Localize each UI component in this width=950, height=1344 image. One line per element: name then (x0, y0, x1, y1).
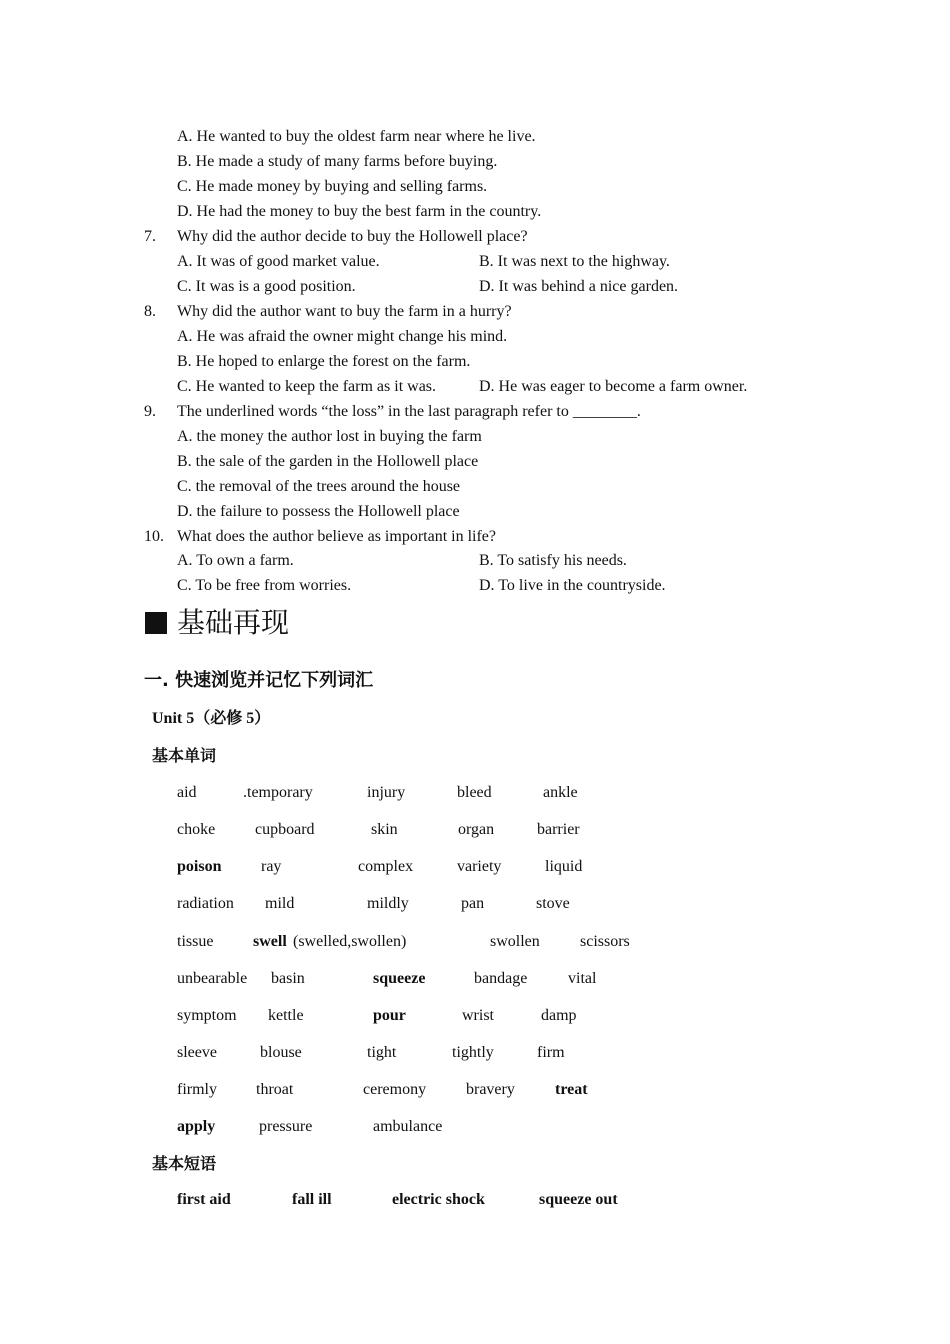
word: sleeve (177, 1044, 217, 1061)
word: throat (256, 1081, 294, 1098)
word: kettle (268, 1007, 304, 1024)
q10-number: 10. (144, 528, 164, 545)
word: aid (177, 784, 197, 801)
q6-option-a: A. He wanted to buy the oldest farm near where he live. (177, 128, 536, 145)
word: barrier (537, 821, 580, 838)
word: ceremony (363, 1081, 427, 1098)
word: mild (265, 895, 295, 912)
word: radiation (177, 895, 234, 912)
word: variety (457, 858, 502, 875)
phrase: first aid (177, 1191, 231, 1208)
word: scissors (580, 933, 630, 950)
word: firmly (177, 1081, 217, 1098)
black-square-icon (145, 612, 167, 634)
word: wrist (462, 1007, 494, 1024)
section-title-text: 基础再现 (177, 606, 290, 639)
q8-option-b: B. He hoped to enlarge the forest on the farm. (177, 353, 471, 370)
word: tissue (177, 933, 214, 950)
word: stove (536, 895, 570, 912)
word: skin (371, 821, 398, 838)
q8-option-d: D. He was eager to become a farm owner. (479, 378, 748, 395)
word: (swelled,swollen) (293, 933, 407, 950)
word: injury (367, 784, 406, 801)
word: damp (541, 1007, 577, 1024)
word: poison (177, 858, 222, 875)
q8-option-a: A. He was afraid the owner might change his mind. (177, 328, 508, 345)
q9-option-d: D. the failure to possess the Hollowell place (177, 503, 460, 520)
word: complex (358, 858, 414, 875)
word: pour (373, 1007, 406, 1024)
q7-option-d: D. It was behind a nice garden. (479, 278, 679, 295)
word: swell (253, 933, 287, 950)
q7-option-b: B. It was next to the highway. (479, 253, 670, 270)
unit-label: Unit 5（必修 5） (152, 710, 271, 727)
word: ray (261, 858, 282, 875)
q10-option-c: C. To be free from worries. (177, 577, 352, 594)
section-subtitle: 一. 快速浏览并记忆下列词汇 (144, 670, 374, 691)
section-title (145, 604, 289, 642)
word: pan (461, 895, 485, 912)
q10-option-a: A. To own a farm. (177, 552, 294, 569)
word: organ (458, 821, 495, 838)
q9-option-c: C. the removal of the trees around the house (177, 478, 461, 495)
word: swollen (490, 933, 540, 950)
word: ankle (543, 784, 578, 801)
q8-option-c: C. He wanted to keep the farm as it was. (177, 378, 437, 395)
word: apply (177, 1118, 216, 1135)
word: firm (537, 1044, 565, 1061)
word: cupboard (255, 821, 315, 838)
phrase: squeeze out (539, 1191, 618, 1208)
word: tightly (452, 1044, 494, 1061)
q7-number: 7. (144, 228, 156, 245)
q7-option-a: A. It was of good market value. (177, 253, 380, 270)
word: blouse (260, 1044, 302, 1061)
q10-option-b: B. To satisfy his needs. (479, 552, 627, 569)
word: treat (555, 1081, 588, 1098)
phrase: fall ill (292, 1191, 332, 1208)
q6-option-d: D. He had the money to buy the best farm in the country. (177, 203, 542, 220)
word: squeeze (373, 970, 426, 987)
word: bravery (466, 1081, 515, 1098)
q6-option-c: C. He made money by buying and selling farms. (177, 178, 488, 195)
q7-option-c: C. It was is a good position. (177, 278, 356, 295)
q9-number: 9. (144, 403, 156, 420)
word: liquid (545, 858, 583, 875)
word: .temporary (243, 784, 313, 801)
word: basin (271, 970, 305, 987)
word: bleed (457, 784, 492, 801)
q9-text: The underlined words “the loss” in the last paragraph refer to ________. (177, 403, 641, 420)
word: symptom (177, 1007, 237, 1024)
q8-text: Why did the author want to buy the farm in a hurry? (177, 303, 512, 320)
word: pressure (259, 1118, 313, 1135)
q7-text: Why did the author decide to buy the Hollowell place? (177, 228, 528, 245)
phrase: electric shock (392, 1191, 485, 1208)
q9-option-a: A. the money the author lost in buying the farm (177, 428, 482, 445)
word: bandage (474, 970, 528, 987)
word: unbearable (177, 970, 248, 987)
word: ambulance (373, 1118, 443, 1135)
word: choke (177, 821, 216, 838)
word: vital (568, 970, 597, 987)
word: mildly (367, 895, 409, 912)
q8-number: 8. (144, 303, 156, 320)
q10-option-d: D. To live in the countryside. (479, 577, 666, 594)
words-label: 基本单词 (152, 746, 217, 765)
q6-option-b: B. He made a study of many farms before buying. (177, 153, 498, 170)
phrases-label: 基本短语 (152, 1154, 217, 1173)
q9-option-b: B. the sale of the garden in the Hollowell place (177, 453, 479, 470)
q10-text: What does the author believe as important in life? (177, 528, 496, 545)
word: tight (367, 1044, 397, 1061)
